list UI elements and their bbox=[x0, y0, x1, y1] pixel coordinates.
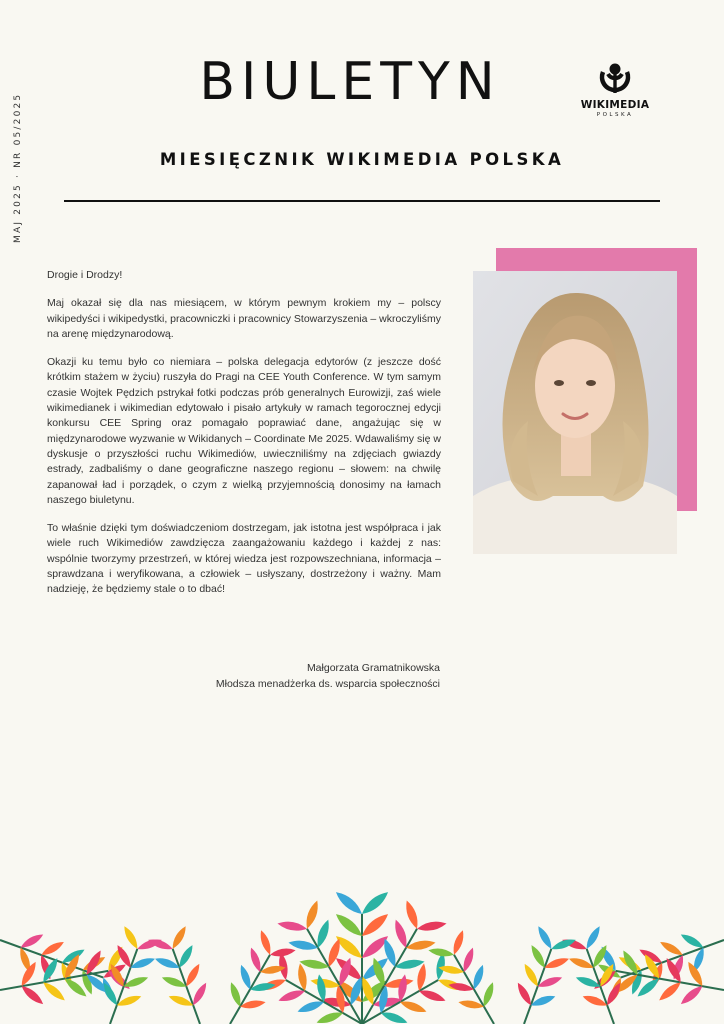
newsletter-title: BIULETYN bbox=[199, 52, 501, 112]
header-divider bbox=[64, 200, 660, 202]
leaf bbox=[41, 979, 67, 1003]
letter-paragraph: Okazji ku temu było co niemiara – polska delegacja edytorów (z jeszcze dość krótkim stażem w życiu) ruszyła do Pragi na CEE Youth Conference. W tym samym czasie Wojtek Pędzich pstrykał fotki podczas prób generalnych Eurowizji, zaś wiele wikimedianek i wikimedian edytowało i pisało artykuły w ramach tegorocznej edycji konkursu CEE Spring oraz pomagało poprawiać dane, angażując się w międzynarodowe wyzwanie w Wikidanych – Coordinate Me 2025. Wdawaliśmy się w dyskusje o przyszłości ruchu Wikimediów, uwieczniliśmy na zdjęciach gwiazdy estrady, zadbaliśmy o dane geograficzne naszego regionu – słowem: na chwilę zapanował ład i porządek, o czym z wielką przyjemnością donosimy na łamach naszego biuletynu. bbox=[47, 356, 441, 506]
signature-role: Młodsza menadżerka ds. wsparcia społeczności bbox=[215, 678, 440, 690]
leaf bbox=[258, 929, 274, 956]
leaf bbox=[277, 919, 308, 932]
letter-paragraph: Maj okazał się dla nas miesiącem, w którym pewnym krokiem my – polscy wikipedyści i wikipedystki, pracowniczki i pracownicy Stowarzyszenia – wkroczyliśmy na arenę międzynarodową. bbox=[47, 297, 441, 340]
leaf bbox=[583, 924, 602, 950]
letter-greeting: Drogie i Drodzy! bbox=[47, 269, 123, 281]
issue-date-label: MAJ 2025 · NR 05/2025 bbox=[13, 92, 23, 243]
author-photo bbox=[473, 271, 677, 554]
leaf bbox=[678, 983, 704, 1007]
floral-border bbox=[0, 880, 724, 1024]
portrait-image bbox=[473, 271, 677, 554]
signature-block bbox=[150, 660, 440, 692]
leaf bbox=[359, 910, 391, 939]
leaf bbox=[451, 929, 467, 956]
leaf bbox=[121, 924, 140, 950]
wikimedia-logo[interactable] bbox=[566, 62, 664, 118]
letter-body bbox=[47, 268, 441, 611]
logo-wordmark: WIKIMEDIA bbox=[580, 99, 650, 111]
wikimedia-logo-icon bbox=[597, 62, 633, 96]
signature-name: Małgorzata Gramatnikowska bbox=[306, 662, 440, 674]
newsletter-subtitle: MIESIĘCZNIK WIKIMEDIA POLSKA bbox=[159, 150, 565, 169]
leaf bbox=[535, 924, 554, 950]
letter-paragraph: To właśnie dzięki tym doświadczeniom dostrzegam, jak istotna jest współpraca i jak wiele ruch Wikimediów zawdzięcza zaangażowaniu każdego i każdej z nas: wspólnie tworzymy przestrzeń, w której wiedza jest rozpowszechniana, informacja – sprawdzana i weryfikowana, a człowiek – usłyszany, dostrzeżony i ważny. Mam nadzieję, że będziemy stale o to dbać! bbox=[47, 522, 441, 596]
leaf bbox=[416, 919, 447, 932]
leaf bbox=[333, 910, 365, 939]
leaf bbox=[303, 899, 321, 930]
leaf bbox=[359, 888, 391, 917]
leaf bbox=[333, 888, 365, 917]
logo-subtext: POLSKA bbox=[596, 112, 634, 118]
leaf bbox=[403, 899, 421, 930]
leaf bbox=[19, 983, 45, 1007]
leaf bbox=[657, 979, 683, 1003]
leaf bbox=[169, 924, 188, 950]
